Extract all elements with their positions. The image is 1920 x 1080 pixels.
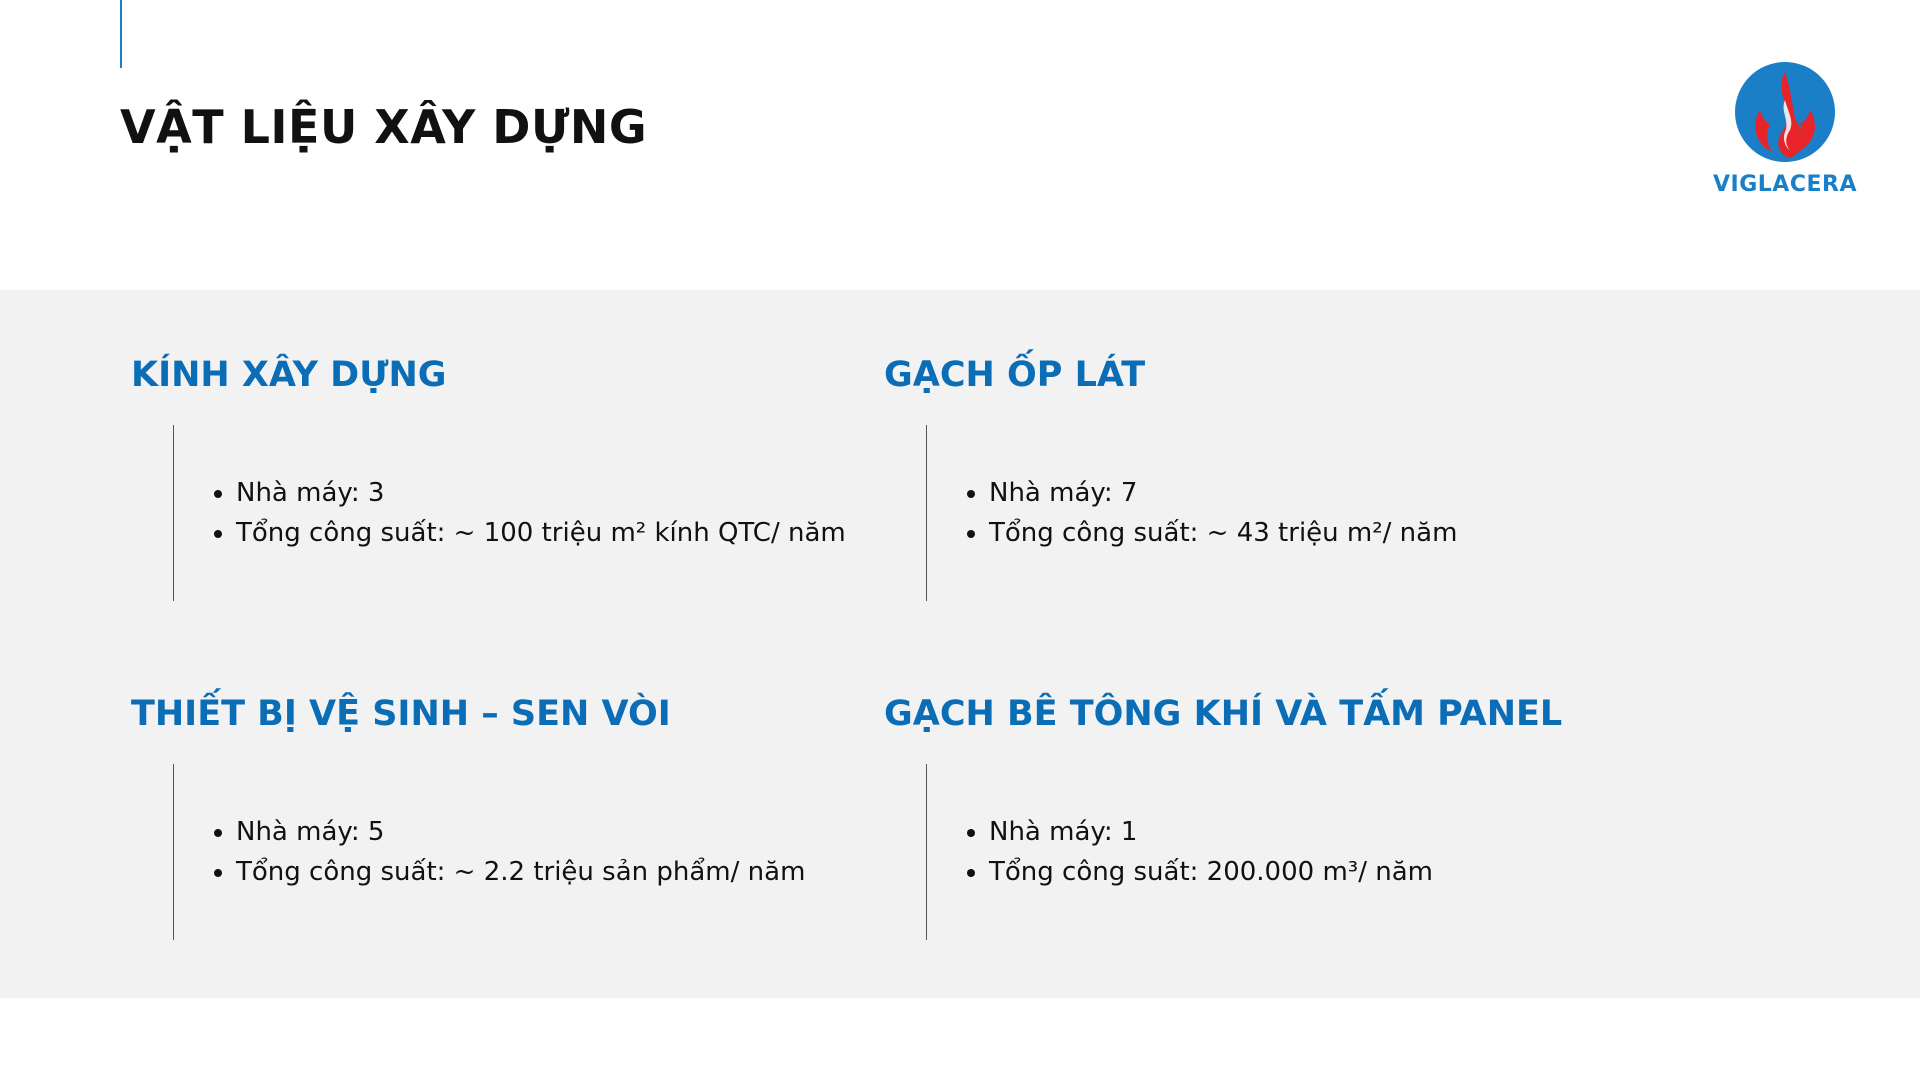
list-item: • Tổng công suất: ~ 2.2 triệu sản phẩm/ năm	[236, 852, 805, 892]
section-list	[174, 473, 846, 553]
list-item: • Nhà máy: 3	[236, 473, 846, 513]
section-title: THIẾT BỊ VỆ SINH – SEN VÒI	[131, 694, 671, 734]
section-gach-op-lat	[884, 355, 1644, 601]
section-list	[927, 473, 1457, 553]
logo-wordmark: VIGLACERA	[1713, 172, 1857, 197]
viglacera-logo	[1700, 60, 1870, 200]
section-body	[926, 764, 1644, 940]
list-item: • Nhà máy: 1	[989, 812, 1433, 852]
page-title: VẬT LIỆU XÂY DỰNG	[120, 100, 648, 154]
list-item: • Tổng công suất: ~ 100 triệu m² kính QTC/ năm	[236, 513, 846, 553]
section-body	[926, 425, 1644, 601]
list-item: • Nhà máy: 5	[236, 812, 805, 852]
section-list	[927, 812, 1433, 892]
section-title: GẠCH BÊ TÔNG KHÍ VÀ TẤM PANEL	[884, 694, 1563, 734]
list-item: • Tổng công suất: 200.000 m³/ năm	[989, 852, 1433, 892]
section-body	[173, 425, 891, 601]
title-accent-line	[120, 0, 122, 68]
section-kinh-xay-dung	[131, 355, 891, 601]
section-body	[173, 764, 891, 940]
section-title: GẠCH ỐP LÁT	[884, 355, 1146, 395]
section-thiet-bi-ve-sinh	[131, 694, 891, 940]
section-gach-be-tong-khi	[884, 694, 1644, 940]
section-title: KÍNH XÂY DỰNG	[131, 355, 447, 395]
viglacera-flame-logo-icon	[1700, 60, 1870, 172]
section-list	[174, 812, 805, 892]
list-item: • Tổng công suất: ~ 43 triệu m²/ năm	[989, 513, 1457, 553]
list-item: • Nhà máy: 7	[989, 473, 1457, 513]
